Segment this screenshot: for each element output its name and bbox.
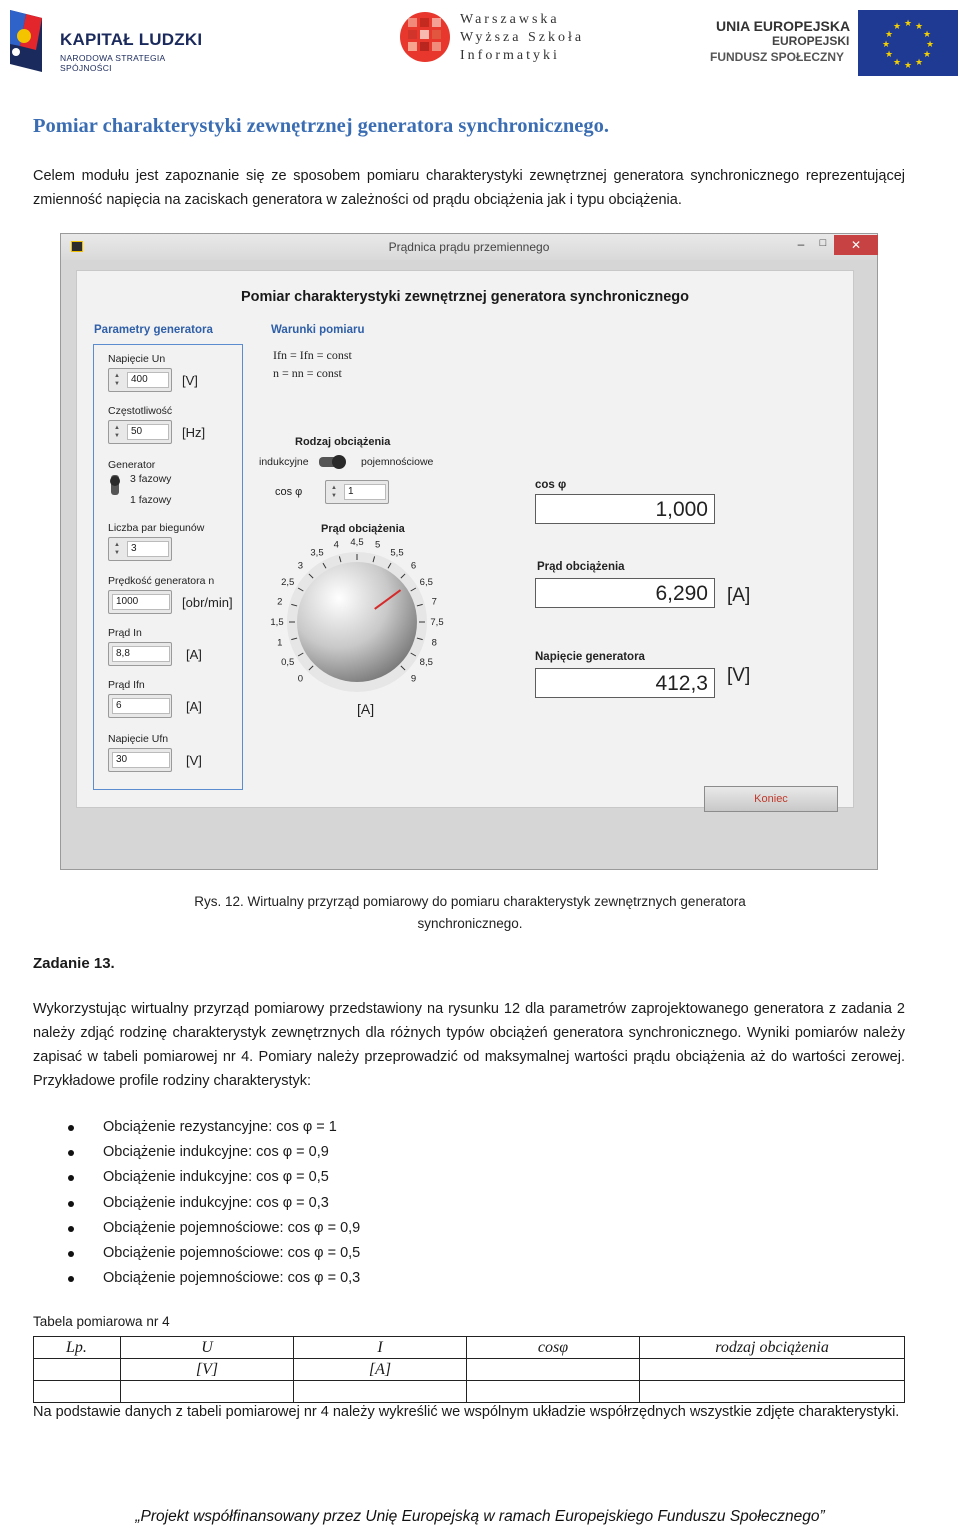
bullet-icon bbox=[68, 1251, 74, 1257]
svg-text:★: ★ bbox=[892, 58, 902, 68]
measurement-table bbox=[33, 1336, 905, 1403]
svg-text:★: ★ bbox=[914, 58, 924, 68]
bullet-icon bbox=[68, 1226, 74, 1232]
dial-knob[interactable] bbox=[297, 562, 417, 682]
svg-text:★: ★ bbox=[881, 40, 891, 50]
bullet-icon bbox=[68, 1125, 74, 1131]
table-caption: Tabela pomiarowa nr 4 bbox=[33, 1314, 170, 1329]
condition-n: n = nn = const bbox=[273, 366, 342, 380]
list-item: Obciążenie pojemnościowe: cos φ = 0,3 bbox=[33, 1266, 733, 1291]
param-label-p: Liczba par biegunów bbox=[108, 522, 205, 534]
param-label-in: Prąd In bbox=[108, 627, 142, 639]
figure-caption-line-2: synchronicznego. bbox=[417, 916, 523, 931]
header-load-type: rodzaj obciążenia bbox=[640, 1337, 905, 1359]
eu-line-3: FUNDUSZ SPOŁECZNY bbox=[710, 50, 845, 64]
cosphi-input-label: cos φ bbox=[275, 486, 303, 498]
close-button[interactable]: ✕ bbox=[834, 235, 878, 255]
param-input-ifn[interactable]: 6 bbox=[108, 694, 172, 718]
dial-tick-label: 2 bbox=[277, 596, 283, 608]
svg-text:★: ★ bbox=[922, 30, 932, 40]
load-type-toggle[interactable] bbox=[317, 451, 347, 473]
dial-tick-label: 6,5 bbox=[419, 577, 433, 588]
kapital-ludzki-logo bbox=[6, 6, 216, 76]
list-item: Obciążenie rezystancyjne: cos φ = 1 bbox=[33, 1115, 733, 1140]
svg-text:★: ★ bbox=[884, 30, 894, 40]
spin-arrows-icon[interactable]: ▲ ▼ bbox=[331, 485, 337, 499]
footer-note: „Projekt współfinansowany przez Unię Europejską w ramach Europejskiego Funduszu Społecznego” bbox=[135, 1508, 825, 1525]
cosphi-input[interactable]: ▲ ▼ 1 bbox=[325, 480, 389, 504]
dial-tick-label: 8,5 bbox=[419, 657, 433, 668]
list-item: Obciążenie indukcyjne: cos φ = 0,9 bbox=[33, 1140, 733, 1165]
unit-cosphi bbox=[467, 1359, 640, 1381]
maximize-button[interactable]: □ bbox=[819, 237, 827, 249]
window-titlebar[interactable] bbox=[61, 234, 877, 260]
page-title: Pomiar charakterystyki zewnętrznej generatora synchronicznego. bbox=[33, 115, 609, 137]
dial-tick-label: 7,5 bbox=[430, 617, 444, 628]
svg-text:★: ★ bbox=[922, 50, 932, 60]
dial-label: Prąd obciążenia bbox=[321, 523, 405, 535]
current-indicator: 6,290 bbox=[535, 578, 715, 608]
header-u: U bbox=[121, 1337, 294, 1359]
dial-tick-label: 6 bbox=[410, 560, 417, 572]
list-item: Obciążenie pojemnościowe: cos φ = 0,9 bbox=[33, 1216, 733, 1241]
load-type-label: Rodzaj obciążenia bbox=[295, 436, 391, 448]
condition-ifn: Ifn = Ifn = const bbox=[273, 348, 352, 362]
conditions-section-title: Warunki pomiaru bbox=[271, 324, 365, 336]
bullet-icon bbox=[68, 1201, 74, 1207]
header-lp: Lp. bbox=[34, 1337, 121, 1359]
window-title: Prądnica prądu przemiennego bbox=[388, 240, 550, 254]
unit-u: [V] bbox=[121, 1359, 294, 1381]
intro-paragraph: Celem modułu jest zapoznanie się ze sposobem pomiaru charakterystyki zewnętrznej generatora synchronicznego reprezentującej zmienność napięcia na zaciskach generatora w zależności od prądu obciążenia jak i typu obciążenia. bbox=[33, 168, 905, 208]
header-i: I bbox=[294, 1337, 467, 1359]
dial-tick-label: 2,5 bbox=[281, 577, 295, 588]
param-unit-n: [obr/min] bbox=[182, 595, 233, 610]
list-item: Obciążenie indukcyjne: cos φ = 0,5 bbox=[33, 1165, 733, 1190]
param-unit-ufn: [V] bbox=[186, 753, 202, 768]
cosphi-indicator: 1,000 bbox=[535, 494, 715, 524]
dial-tick-label: 4,5 bbox=[350, 537, 364, 548]
param-unit-in: [A] bbox=[186, 647, 202, 662]
svg-text:★: ★ bbox=[925, 40, 935, 50]
eu-line-2: EUROPEJSKI bbox=[772, 34, 850, 48]
spin-arrows-icon[interactable]: ▲ ▼ bbox=[114, 542, 120, 556]
dial-unit: [A] bbox=[357, 701, 375, 717]
svg-text:★: ★ bbox=[903, 19, 913, 29]
load-type-capacitive: pojemnościowe bbox=[361, 456, 434, 468]
after-table-paragraph: Na podstawie danych z tabeli pomiarowej nr 4 należy wykreślić we wspólnym układzie współrzędnych wszystkie zdjęte charakterystyki. bbox=[33, 1404, 900, 1420]
list-item: Obciążenie indukcyjne: cos φ = 0,3 bbox=[33, 1191, 733, 1216]
task-heading: Zadanie 13. bbox=[33, 955, 115, 972]
minimize-button[interactable]: – bbox=[797, 237, 805, 251]
params-box bbox=[93, 344, 243, 790]
list-item: Obciążenie pojemnościowe: cos φ = 0,5 bbox=[33, 1241, 733, 1266]
voltage-indicator-label: Napięcie generatora bbox=[535, 651, 645, 663]
profiles-list bbox=[33, 1115, 733, 1291]
load-current-dial[interactable] bbox=[247, 537, 467, 707]
header-cosphi: cosφ bbox=[467, 1337, 640, 1359]
voltage-indicator-unit: [V] bbox=[727, 665, 751, 686]
dial-tick-label: 5 bbox=[375, 539, 381, 551]
param-label-un: Napięcie Un bbox=[108, 353, 166, 365]
wwsi-line-3: Informatyki bbox=[460, 48, 560, 63]
voltage-indicator: 412,3 bbox=[535, 668, 715, 698]
generator-option-1phase: 1 fazowy bbox=[130, 494, 172, 506]
bullet-icon bbox=[68, 1175, 74, 1181]
figure-caption-line-1: Rys. 12. Wirtualny przyrząd pomiarowy do pomiaru charakterystyk zewnętrznych generatora bbox=[194, 894, 746, 909]
spin-arrows-icon[interactable]: ▲ ▼ bbox=[114, 373, 120, 387]
wwsi-logo bbox=[398, 8, 598, 70]
end-button[interactable]: Koniec bbox=[704, 786, 838, 812]
kapital-ludzki-title: KAPITAŁ LUDZKI bbox=[60, 30, 203, 49]
generator-label: Generator bbox=[108, 459, 156, 471]
panel-title: Pomiar charakterystyki zewnętrznej generatora synchronicznego bbox=[240, 289, 690, 305]
param-unit-un: [V] bbox=[182, 373, 198, 388]
svg-text:★: ★ bbox=[914, 22, 924, 32]
bullet-icon bbox=[68, 1150, 74, 1156]
param-input-f[interactable]: ▲ ▼ 50 bbox=[108, 420, 172, 444]
labview-window bbox=[60, 233, 878, 870]
dial-tick-label: 9 bbox=[410, 673, 417, 685]
load-type-inductive: indukcyjne bbox=[259, 456, 309, 468]
dial-tick-label: 4 bbox=[333, 539, 339, 551]
svg-text:★: ★ bbox=[884, 50, 894, 60]
param-label-f: Częstotliwość bbox=[108, 405, 173, 417]
figure-caption bbox=[150, 891, 790, 935]
wwsi-line-2: Wyższa Szkoła bbox=[460, 30, 585, 45]
dial-tick-label: 1 bbox=[277, 637, 283, 649]
dial-tick-label: 5,5 bbox=[390, 547, 404, 559]
wwsi-line-1: Warszawska bbox=[460, 12, 560, 27]
generator-option-3phase: 3 fazowy bbox=[130, 473, 172, 485]
bullet-icon bbox=[68, 1276, 74, 1282]
param-input-p[interactable]: ▲ ▼ 3 bbox=[108, 537, 172, 561]
wwsi-mosaic-icon bbox=[400, 12, 450, 62]
eu-logo bbox=[708, 10, 960, 76]
generator-toggle[interactable] bbox=[108, 473, 122, 497]
dial-tick-label: 8 bbox=[431, 637, 437, 649]
dial-tick-label: 3 bbox=[297, 560, 304, 572]
dial-tick-label: 0,5 bbox=[281, 657, 295, 668]
cosphi-indicator-label: cos φ bbox=[535, 479, 567, 491]
unit-load-type bbox=[640, 1359, 905, 1381]
kapital-ludzki-subtitle: NARODOWA STRATEGIA SPÓJNOŚCI bbox=[60, 53, 166, 73]
svg-text:★: ★ bbox=[892, 22, 902, 32]
params-section-title: Parametry generatora bbox=[94, 324, 213, 336]
dial-tick-label: 7 bbox=[431, 596, 437, 608]
param-input-ufn[interactable]: 30 bbox=[108, 748, 172, 772]
eu-line-1: UNIA EUROPEJSKA bbox=[716, 18, 851, 34]
param-label-n: Prędkość generatora n bbox=[108, 575, 215, 587]
dial-tick-label: 0 bbox=[297, 673, 304, 685]
spin-arrows-icon[interactable]: ▲ ▼ bbox=[114, 425, 120, 439]
param-input-n[interactable]: 1000 bbox=[108, 590, 172, 614]
current-indicator-label: Prąd obciążenia bbox=[537, 561, 625, 573]
front-panel bbox=[76, 270, 854, 808]
param-label-ifn: Prąd Ifn bbox=[108, 679, 145, 691]
svg-text:★: ★ bbox=[903, 61, 913, 71]
param-unit-f: [Hz] bbox=[182, 425, 206, 440]
param-input-in[interactable]: 8,8 bbox=[108, 642, 172, 666]
param-unit-ifn: [A] bbox=[186, 699, 202, 714]
table-row bbox=[34, 1359, 905, 1381]
dial-tick-label: 3,5 bbox=[310, 547, 324, 559]
param-input-un[interactable]: ▲ ▼ 400 bbox=[108, 368, 172, 392]
table-row bbox=[34, 1337, 905, 1359]
kapital-ludzki-flag-icon bbox=[6, 6, 46, 74]
unit-i: [A] bbox=[294, 1359, 467, 1381]
task-paragraph: Wykorzystując wirtualny przyrząd pomiarowy przedstawiony na rysunku 12 dla parametrów zaprojektowanego generatora z zadania 2 należy zdjąć rodzinę charakterystyk zewnętrznych dla różnych typów obciążeń generatora synchronicznego. Wyniki pomiarów należy zapisać w tabeli pomiarowej nr 4. Pomiary należy przeprowadzić od maksymalnej wartości prądu obciążenia aż do wartości zerowej. Przykładowe profile rodziny charakterystyk: bbox=[33, 1001, 905, 1089]
unit-lp bbox=[34, 1359, 121, 1381]
eu-flag-icon bbox=[858, 10, 958, 76]
dial-tick-label: 1,5 bbox=[270, 617, 284, 628]
param-label-ufn: Napięcie Ufn bbox=[108, 733, 169, 745]
current-indicator-unit: [A] bbox=[727, 585, 751, 606]
